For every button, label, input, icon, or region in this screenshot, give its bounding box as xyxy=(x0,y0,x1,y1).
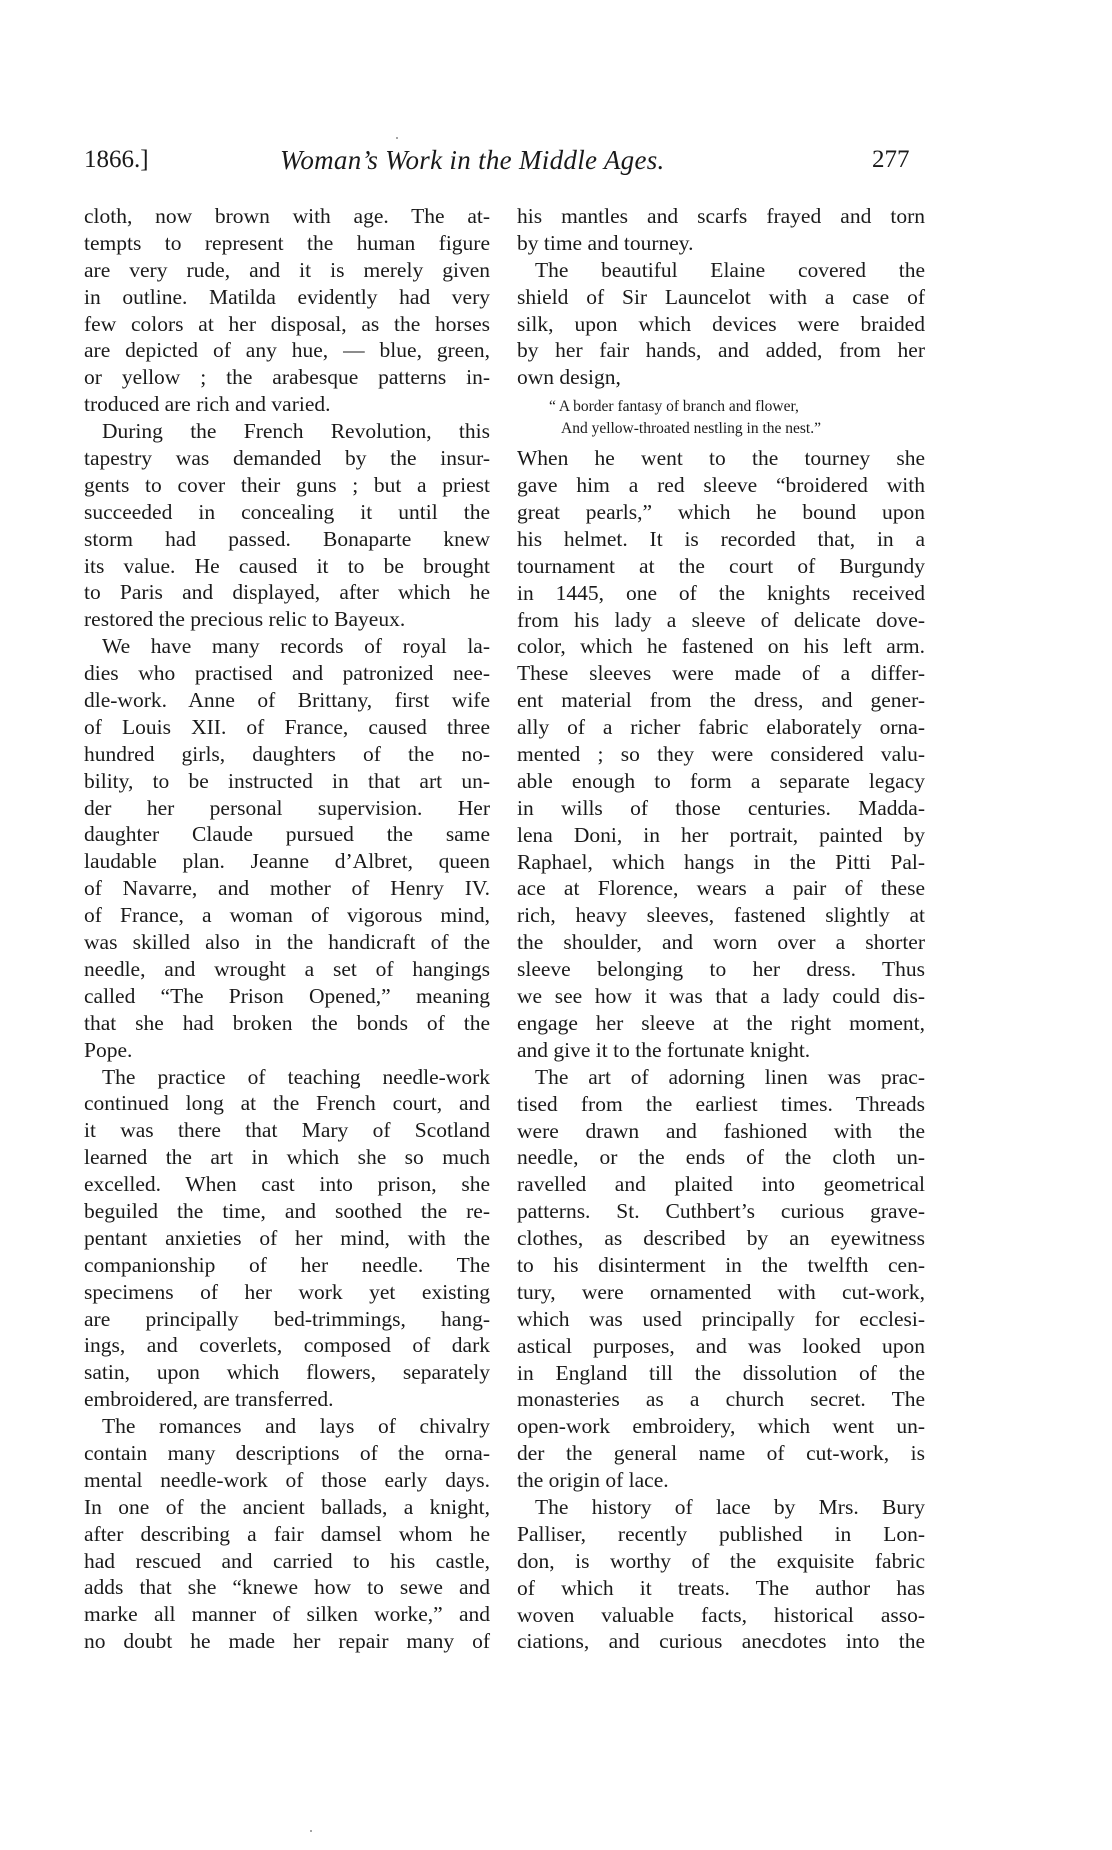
text-line: patterns. St. Cuthbert’s curious grave- xyxy=(517,1199,925,1224)
text-line: pentant anxieties of her mind, with the xyxy=(84,1225,490,1250)
text-line: by her fair hands, and added, from her xyxy=(517,338,925,363)
text-line: Pope. xyxy=(84,1037,133,1062)
text-line: are very rude, and it is merely given xyxy=(84,257,490,282)
text-line: of Navarre, and mother of Henry IV. xyxy=(84,876,490,901)
text-line: gave him a red sleeve “broidered with xyxy=(517,473,925,498)
text-line: The practice of teaching needle-work xyxy=(102,1064,490,1089)
text-line: marke all manner of silken worke,” and xyxy=(84,1602,490,1627)
text-line: to his disinterment in the twelfth cen- xyxy=(517,1252,925,1277)
text-line: don, is worthy of the exquisite fabric xyxy=(517,1548,925,1573)
text-line: excelled. When cast into prison, she xyxy=(84,1172,490,1197)
text-line: daughter Claude pursued the same xyxy=(84,822,490,847)
text-line: in outline. Matilda evidently had very xyxy=(84,284,490,309)
text-line: of France, a woman of vigorous mind, xyxy=(84,903,490,928)
text-line: The beautiful Elaine covered the xyxy=(535,257,925,282)
text-line: These sleeves were made of a differ- xyxy=(517,661,925,686)
text-line: In one of the ancient ballads, a knight, xyxy=(84,1494,490,1519)
text-line: lena Doni, in her portrait, painted by xyxy=(517,822,925,847)
text-line: ent material from the dress, and gener- xyxy=(517,688,925,713)
text-line: by time and tourney. xyxy=(517,230,694,255)
text-line: gents to cover their guns ; but a priest xyxy=(84,472,490,497)
text-line: The history of lace by Mrs. Bury xyxy=(535,1494,925,1519)
text-line: tournament at the court of Burgundy xyxy=(517,553,925,578)
text-line: satin, upon which flowers, separately xyxy=(84,1360,490,1385)
text-line: learned the art in which she so much xyxy=(84,1145,490,1170)
text-line: ings, and coverlets, composed of dark xyxy=(84,1333,490,1358)
text-line: tury, were ornamented with cut-work, xyxy=(517,1279,925,1304)
text-line: Raphael, which hangs in the Pitti Pal- xyxy=(517,849,925,874)
text-line: after describing a fair damsel whom he xyxy=(84,1521,490,1546)
text-line: or yellow ; the arabesque patterns in- xyxy=(84,365,490,390)
text-line: few colors at her disposal, as the horses xyxy=(84,311,490,336)
text-line: own design, xyxy=(517,365,621,390)
running-head-title: Woman’s Work in the Middle Ages. xyxy=(280,145,665,175)
text-line: continued long at the French court, and xyxy=(84,1091,490,1116)
running-head-year: 1866.] xyxy=(84,146,149,173)
text-line: tised from the earliest times. Threads xyxy=(517,1091,925,1116)
page-number: 277 xyxy=(872,146,910,173)
verse-quote xyxy=(517,391,925,445)
text-line: rich, heavy sleeves, fastened slightly at xyxy=(517,903,925,928)
text-line: ace at Florence, wears a pair of these xyxy=(517,876,925,901)
text-line: that she had broken the bonds of the xyxy=(84,1010,490,1035)
text-line: are depicted of any hue, — blue, green, xyxy=(84,338,490,363)
text-line: succeeded in concealing it until the xyxy=(84,499,490,524)
text-line: monasteries as a church secret. The xyxy=(517,1387,925,1412)
text-line: silk, upon which devices were braided xyxy=(517,311,925,336)
text-line: the origin of lace. xyxy=(517,1468,669,1493)
text-line: had rescued and carried to his castle, xyxy=(84,1548,490,1573)
text-line: mental needle-work of those early days. xyxy=(84,1467,490,1492)
text-line: der her personal supervision. Her xyxy=(84,795,490,820)
text-line: specimens of her work yet existing xyxy=(84,1279,490,1304)
text-line: tapestry was demanded by the insur- xyxy=(84,446,490,471)
text-line: adds that she “knewe how to sewe and xyxy=(84,1575,490,1600)
text-line: engage her sleeve at the right moment, xyxy=(517,1010,925,1035)
text-line: The art of adorning linen was prac- xyxy=(535,1064,925,1089)
text-line: embroidered, are transferred. xyxy=(84,1387,334,1412)
text-line: called “The Prison Opened,” meaning xyxy=(84,983,490,1008)
text-line: bility, to be instructed in that art un- xyxy=(84,768,490,793)
text-line: needle, and wrought a set of hangings xyxy=(84,956,490,981)
text-line: Palliser, recently published in Lon- xyxy=(517,1521,925,1546)
text-line: which was used principally for ecclesi- xyxy=(517,1306,925,1331)
text-line: When he went to the tourney she xyxy=(517,446,925,471)
text-line: contain many descriptions of the orna- xyxy=(84,1440,490,1465)
text-line: of which it treats. The author has xyxy=(517,1575,925,1600)
text-line: its value. He caused it to be brought xyxy=(84,553,490,578)
text-line: ravelled and plaited into geometrical xyxy=(517,1172,925,1197)
text-line: storm had passed. Bonaparte knew xyxy=(84,526,490,551)
text-line: from his lady a sleeve of delicate dove- xyxy=(517,607,925,632)
text-line: open-work embroidery, which went un- xyxy=(517,1414,925,1439)
text-line: we see how it was that a lady could dis- xyxy=(517,984,925,1009)
text-line: During the French Revolution, this xyxy=(102,419,490,444)
text-line: cloth, now brown with age. The at- xyxy=(84,204,490,228)
text-line: ciations, and curious anecdotes into the xyxy=(517,1629,925,1654)
text-line: able enough to form a separate legacy xyxy=(517,768,925,793)
text-line: in England till the dissolution of the xyxy=(517,1360,925,1385)
text-line: laudable plan. Jeanne d’Albret, queen xyxy=(84,849,490,874)
text-line: his mantles and scarfs frayed and torn xyxy=(517,204,925,228)
text-line: were drawn and fashioned with the xyxy=(517,1118,925,1143)
text-line: companionship of her needle. The xyxy=(84,1252,490,1277)
text-line: beguiled the time, and soothed the re- xyxy=(84,1198,490,1223)
text-line: clothes, as described by an eyewitness xyxy=(517,1226,925,1251)
verse-line: And yellow-throated nestling in the nest.” xyxy=(561,420,821,438)
text-line: great pearls,” which he bound upon xyxy=(517,500,925,525)
scan-speck xyxy=(396,137,398,139)
text-line: his helmet. It is recorded that, in a xyxy=(517,526,925,551)
text-line: dies who practised and patronized nee- xyxy=(84,661,490,686)
text-line: restored the precious relic to Bayeux. xyxy=(84,607,406,632)
text-line: hundred girls, daughters of the no- xyxy=(84,741,490,766)
text-line: in 1445, one of the knights received xyxy=(517,580,925,605)
text-line: in wills of those centuries. Madda- xyxy=(517,795,925,820)
text-line: shield of Sir Launcelot with a case of xyxy=(517,284,925,309)
text-line: are principally bed-trimmings, hang- xyxy=(84,1306,490,1331)
text-line: it was there that Mary of Scotland xyxy=(84,1118,490,1143)
text-line: tempts to represent the human figure xyxy=(84,230,490,255)
text-line: was skilled also in the handicraft of the xyxy=(84,930,490,955)
text-line: no doubt he made her repair many of xyxy=(84,1629,490,1654)
text-line: dle-work. Anne of Brittany, first wife xyxy=(84,688,490,713)
text-line: and give it to the fortunate knight. xyxy=(517,1037,811,1062)
text-line: needle, or the ends of the cloth un- xyxy=(517,1145,925,1170)
text-line: color, which he fastened on his left arm. xyxy=(517,634,925,659)
text-line: The romances and lays of chivalry xyxy=(102,1414,490,1439)
text-line: of Louis XII. of France, caused three xyxy=(84,714,490,739)
left-column xyxy=(84,203,490,1655)
text-line: troduced are rich and varied. xyxy=(84,392,331,417)
text-line: ally of a richer fabric elaborately orna- xyxy=(517,715,925,740)
text-line: sleeve belonging to her dress. Thus xyxy=(517,957,925,982)
text-line: to Paris and displayed, after which he xyxy=(84,580,490,605)
text-line: We have many records of royal la- xyxy=(102,634,490,659)
text-line: astical purposes, and was looked upon xyxy=(517,1333,925,1358)
text-line: mented ; so they were considered valu- xyxy=(517,742,925,767)
text-line: woven valuable facts, historical asso- xyxy=(517,1602,925,1627)
scan-speck xyxy=(310,1830,312,1832)
text-line: der the general name of cut-work, is xyxy=(517,1441,925,1466)
right-column xyxy=(517,203,925,1655)
text-line: the shoulder, and worn over a shorter xyxy=(517,930,925,955)
verse-line: “ A border fantasy of branch and flower, xyxy=(549,398,799,416)
